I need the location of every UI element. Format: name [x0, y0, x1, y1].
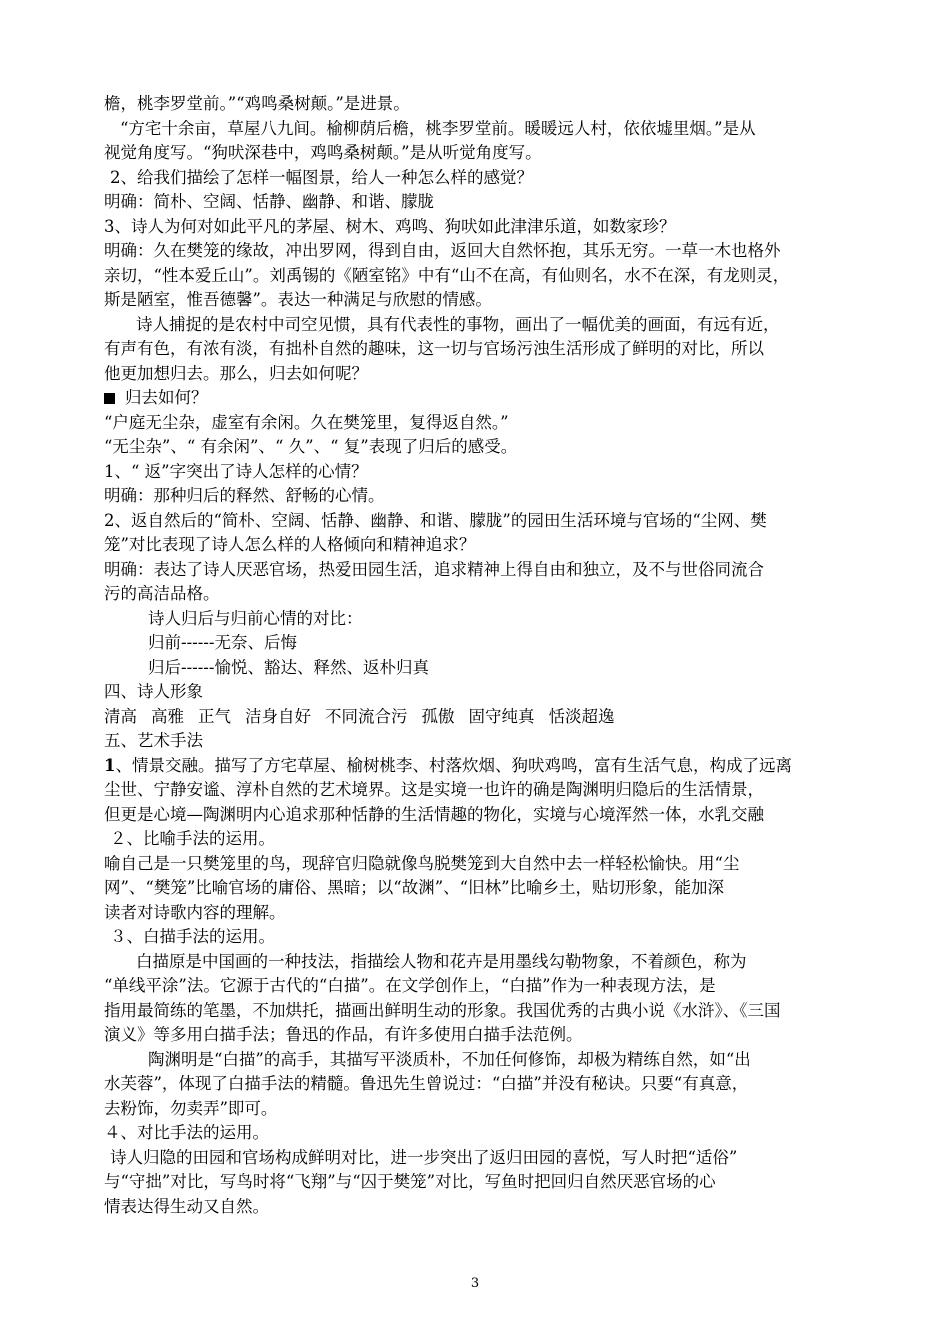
line-text: 陶渊明是“白描”的高手，其描写平淡质朴，不加任何修饰，却极为精练自然，如“出 [148, 1049, 751, 1069]
line-text: 但更是心境—陶渊明内心追求那种恬静的生活情趣的物化，实境与心境浑然一体，水乳交融 [104, 804, 764, 824]
text-line [104, 778, 864, 803]
text-line [104, 215, 864, 240]
line-text: “方宅十余亩，草屋八九间。榆柳荫后檐，桃李罗堂前。暖暖远人村，依依墟里烟。”是从 [120, 118, 756, 138]
text-line [104, 1121, 864, 1146]
text-line [104, 631, 864, 656]
line-text: 喻自己是一只樊笼里的鸟，现辞官归隐就像鸟脱樊笼到大自然中去一样轻松愉快。用“尘 [104, 853, 740, 873]
text-line [104, 411, 864, 436]
text-line [104, 190, 864, 215]
page-number: 3 [470, 1276, 480, 1291]
text-line [104, 435, 864, 460]
text-line [104, 827, 864, 852]
trait-item: 恬淡超逸 [548, 706, 615, 726]
text-line [104, 729, 864, 754]
line-text: 2、返自然后的“简朴、空阔、恬静、幽静、和谐、朦胧”的园田生活环境与官场的“尘网、樊 [104, 510, 767, 530]
line-text: 尘世、宁静安谧、淳朴自然的艺术境界。这是实境一也许的确是陶渊明归隐后的生活情景， [104, 780, 764, 799]
text-line [104, 876, 864, 901]
line-text: 笼”对比表现了诗人怎么样的人格倾向和精神追求？ [104, 535, 476, 554]
text-line [104, 754, 864, 779]
line-text: 亲切，“性本爱丘山”。刘禹锡的《陋室铭》中有“山不在高，有仙则名，水不在深，有龙则灵， [104, 265, 790, 285]
text-line [104, 1097, 864, 1122]
text-line [104, 288, 864, 313]
text-line [104, 313, 864, 338]
line-text: 归后------愉悦、豁达、释然、返朴归真 [148, 657, 429, 677]
text-line [104, 1170, 864, 1195]
line-text: 读者对诗歌内容的理解。 [104, 902, 286, 922]
line-text: 明确：久在樊笼的缘故，冲出罗网，得到自由，返回大自然怀抱，其乐无穷。一草一木也格外 [104, 241, 781, 260]
line-text: 五、艺术手法 [104, 731, 203, 750]
line-text: 、情景交融。描写了方宅草屋、榆树桃李、村落炊烟、狗吠鸡鸣，富有生活气息，构成了远离 [115, 755, 792, 775]
text-line [104, 239, 864, 264]
text-line [104, 607, 864, 632]
line-text: 归去如何？ [125, 388, 208, 407]
text-line [104, 558, 864, 583]
text-line [104, 680, 864, 705]
line-text: ２、比喻手法的运用。 [110, 829, 275, 848]
line-text: 檐，桃李罗堂前。”“鸡鸣桑树颠。”是进景。 [104, 94, 410, 113]
text-line [104, 656, 864, 681]
text-line [104, 92, 864, 117]
text-line [104, 999, 864, 1024]
trait-item: 固守纯真 [468, 706, 535, 726]
line-text: 斯是陋室，惟吾德馨”。表达一种满足与欣慰的情感。 [104, 290, 492, 309]
line-text: “户庭无尘杂，虚室有余闲。久在樊笼里，复得返自然。” [104, 412, 509, 432]
trait-item: 高雅 [151, 706, 184, 726]
text-line [104, 337, 864, 362]
line-text: 演义》等多用白描手法；鲁迅的作品，有许多使用白描手法范例。 [104, 1025, 583, 1044]
text-line [104, 264, 864, 289]
text-line [104, 852, 864, 877]
line-text: “无尘杂”、“ 有余闲”、“ 久”、“ 复”表现了归后的感受。 [104, 437, 518, 456]
line-text: ３、白描手法的运用。 [110, 927, 275, 946]
trait-item: 正气 [198, 706, 231, 726]
line-text: 诗人捕捉的是农村中司空见惯，具有代表性的事物，画出了一幅优美的画面，有远有近， [136, 314, 780, 334]
square-bullet-icon [104, 393, 115, 404]
line-text: 与“守拙”对比，写鸟时将“飞翔”与“囚于樊笼”对比，写鱼时把回归自然厌恶官场的心 [104, 1172, 716, 1191]
text-line [104, 166, 864, 191]
line-text: 明确：表达了诗人厌恶官场，热爱田园生活，追求精神上得自由和独立，及不与世俗同流合 [104, 559, 764, 579]
text-line [104, 1048, 864, 1073]
text-line [104, 533, 864, 558]
line-text: 有声有色，有浓有淡，有拙朴自然的趣味，这一切与官场污浊生活形成了鲜明的对比，所以 [104, 339, 764, 358]
text-line [104, 386, 864, 411]
line-text: 视觉角度写。“狗吠深巷中，鸡鸣桑树颠。”是从听觉角度写。 [104, 143, 542, 162]
line-text: 2、给我们描绘了怎样一幅图景，给人一种怎么样的感觉？ [110, 167, 533, 187]
line-text: 网”、“樊笼”比喻官场的庸俗、黑暗；以“故渊”、“旧林”比喻乡土，贴切形象，能加深 [104, 878, 725, 897]
trait-item: 清高 [104, 706, 137, 726]
text-line [104, 1072, 864, 1097]
line-text: 情表达得生动又自然。 [104, 1196, 269, 1216]
line-text: 1、“ 返”字突出了诗人怎样的心情？ [104, 461, 368, 481]
line-text: 明确：简朴、空阔、恬静、幽静、和谐、朦胧 [104, 192, 434, 211]
traits-line [104, 705, 864, 730]
trait-item: 不同流合污 [325, 706, 408, 726]
line-text: 明确：那种归后的释然、舒畅的心情。 [104, 486, 385, 505]
line-text: 白描原是中国画的一种技法，指描绘人物和花卉是用墨线勾勒物象，不着颜色，称为 [136, 951, 747, 971]
text-line [104, 974, 864, 999]
text-line [104, 141, 864, 166]
text-line [104, 950, 864, 975]
line-text: 诗人归后与归前心情的对比： [148, 608, 363, 628]
document-body [104, 92, 864, 1219]
text-line [104, 509, 864, 534]
trait-item: 孤傲 [421, 706, 455, 726]
item-number: 1 [104, 755, 116, 775]
line-text: 诗人归隐的田园和官场构成鲜明对比，进一步突出了返归田园的喜悦，写人时把“适俗” [110, 1147, 738, 1167]
text-line [104, 484, 864, 509]
line-text: ４、对比手法的运用。 [104, 1123, 269, 1142]
line-text: 归前------无奈、后悔 [148, 633, 297, 652]
text-line [104, 362, 864, 387]
text-line [104, 117, 864, 142]
line-text: 四、诗人形象 [104, 682, 203, 701]
text-line [104, 582, 864, 607]
trait-item: 洁身自好 [245, 706, 311, 726]
line-text: 他更加想归去。那么，归去如何呢？ [104, 363, 368, 383]
text-line [104, 1195, 864, 1220]
text-line [104, 925, 864, 950]
line-text: “单线平涂”法。它源于古代的“白描”。在文学创作上，“白描”作为一种表现方法，是 [104, 976, 716, 995]
text-line [104, 803, 864, 828]
text-line [104, 1023, 864, 1048]
line-text: 水芙蓉”，体现了白描手法的精髓。鲁迅先生曾说过：“白描”并没有秘诀。只要“有真意， [104, 1074, 749, 1093]
line-text: 去粉饰，勿卖弄”即可。 [104, 1098, 278, 1118]
line-text: 指用最简练的笔墨，不加烘托，描画出鲜明生动的形象。我国优秀的古典小说《水浒》、《三国 [104, 1000, 781, 1020]
text-line [104, 1146, 864, 1171]
line-text: 污的高洁品格。 [104, 584, 220, 603]
text-line [104, 460, 864, 485]
line-text: 3、诗人为何对如此平凡的茅屋、树木、鸡鸣、狗吠如此津津乐道，如数家珍？ [104, 216, 676, 236]
text-line [104, 901, 864, 926]
